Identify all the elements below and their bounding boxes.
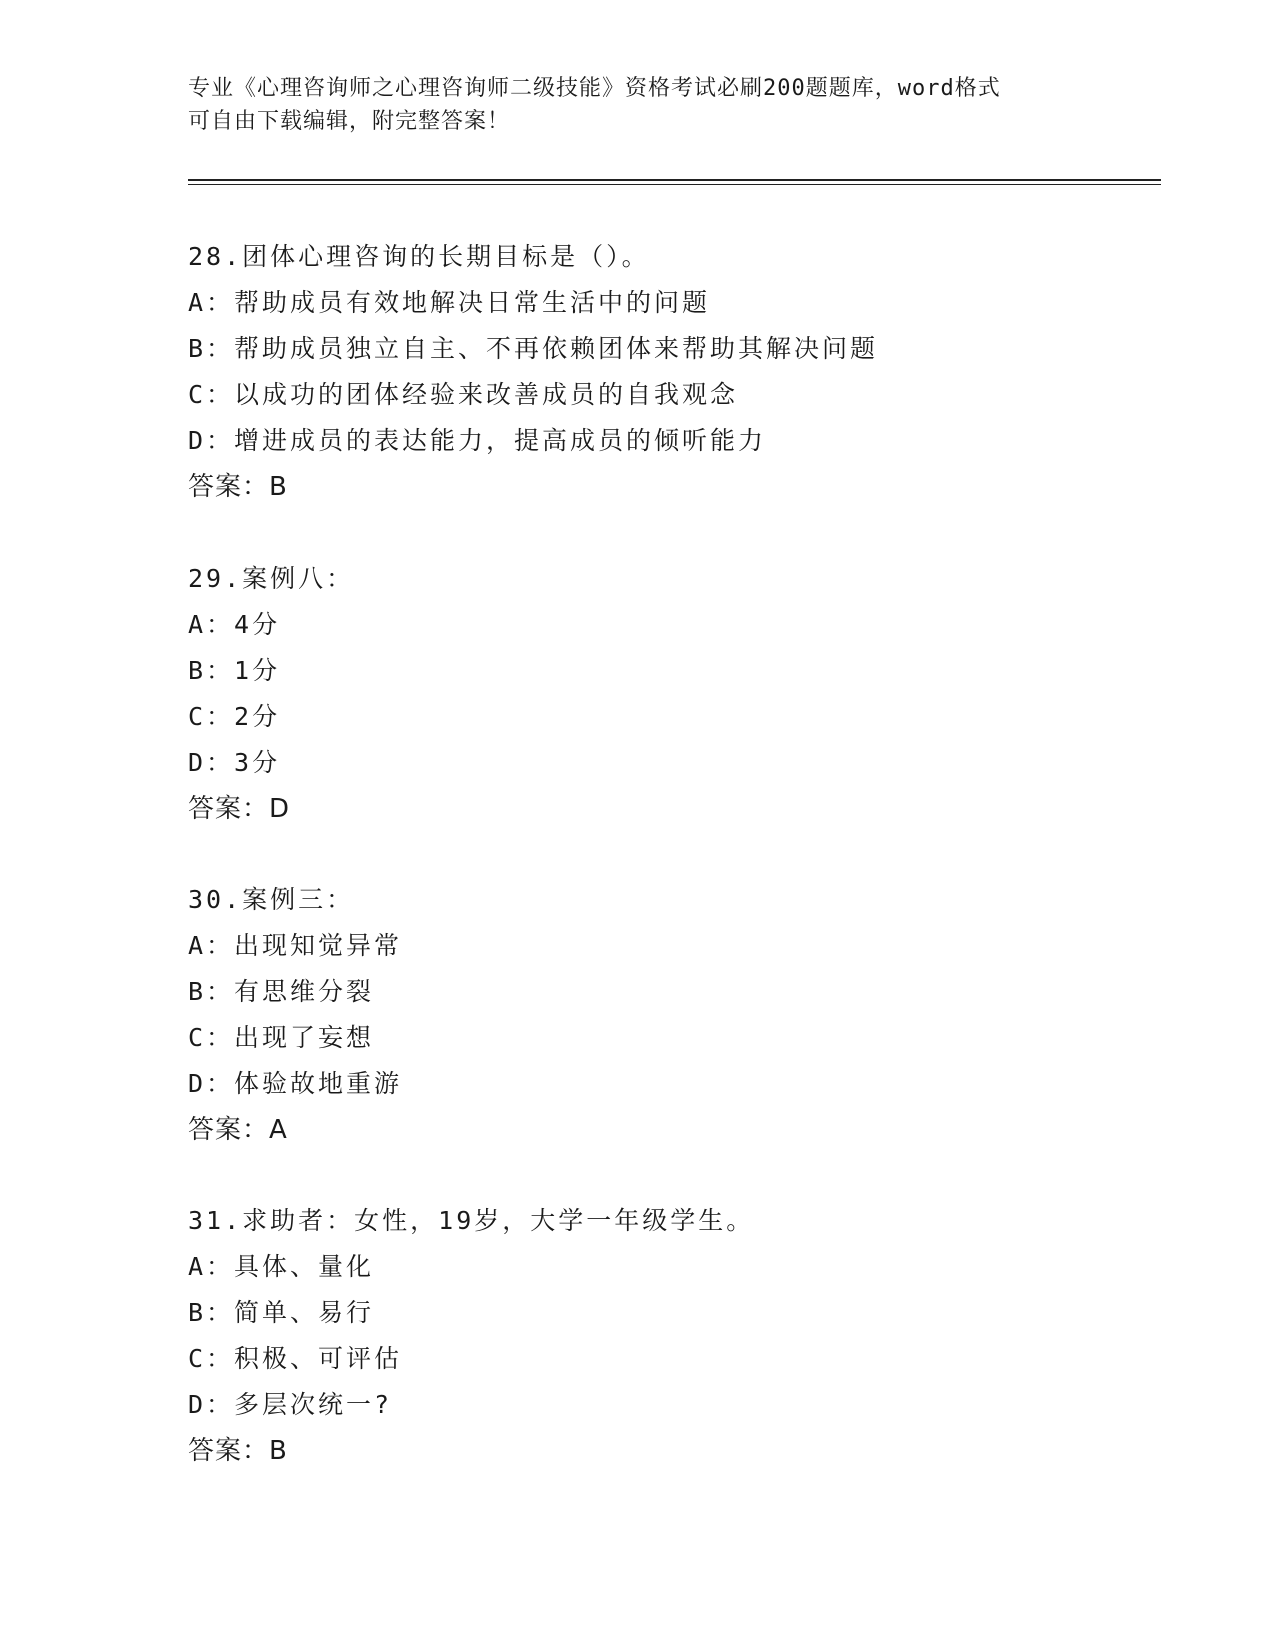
header-line-1: 专业《心理咨询师之心理咨询师二级技能》资格考试必刷200题题库，word格式 [188, 76, 1001, 101]
header-divider-top [188, 179, 1161, 181]
option-a: A：出现知觉异常 [188, 931, 403, 960]
question-stem: 31.求助者：女性，19岁，大学一年级学生。 [188, 1206, 755, 1235]
question-stem: 30.案例三： [188, 885, 355, 914]
question-stem: 29.案例八： [188, 564, 355, 593]
question-31 [188, 1198, 1148, 1474]
option-d: D：体验故地重游 [188, 1069, 403, 1098]
header-line-2: 可自由下载编辑，附完整答案！ [188, 109, 511, 134]
question-28 [188, 234, 1148, 510]
option-a: A：帮助成员有效地解决日常生活中的问题 [188, 288, 711, 317]
answer-line: 答案：B [188, 472, 288, 502]
option-b: B：帮助成员独立自主、不再依赖团体来帮助其解决问题 [188, 334, 879, 363]
option-d: D：多层次统一? [188, 1390, 393, 1419]
option-c: C：2分 [188, 702, 281, 731]
option-d: D：增进成员的表达能力，提高成员的倾听能力 [188, 426, 767, 455]
header-divider-bottom [188, 184, 1161, 185]
question-stem: 28.团体心理咨询的长期目标是（）。 [188, 242, 650, 271]
document-header [188, 72, 1088, 138]
option-a: A：4分 [188, 610, 281, 639]
option-d: D：3分 [188, 748, 281, 777]
answer-line: 答案：B [188, 1436, 288, 1466]
option-c: C：积极、可评估 [188, 1344, 403, 1373]
question-29 [188, 556, 1148, 832]
answer-line: 答案：A [188, 1115, 288, 1145]
answer-line: 答案：D [188, 794, 291, 824]
question-30 [188, 877, 1148, 1153]
option-c: C：以成功的团体经验来改善成员的自我观念 [188, 380, 739, 409]
option-c: C：出现了妄想 [188, 1023, 375, 1052]
option-a: A：具体、量化 [188, 1252, 375, 1281]
option-b: B：1分 [188, 656, 281, 685]
option-b: B：有思维分裂 [188, 977, 375, 1006]
option-b: B：简单、易行 [188, 1298, 375, 1327]
